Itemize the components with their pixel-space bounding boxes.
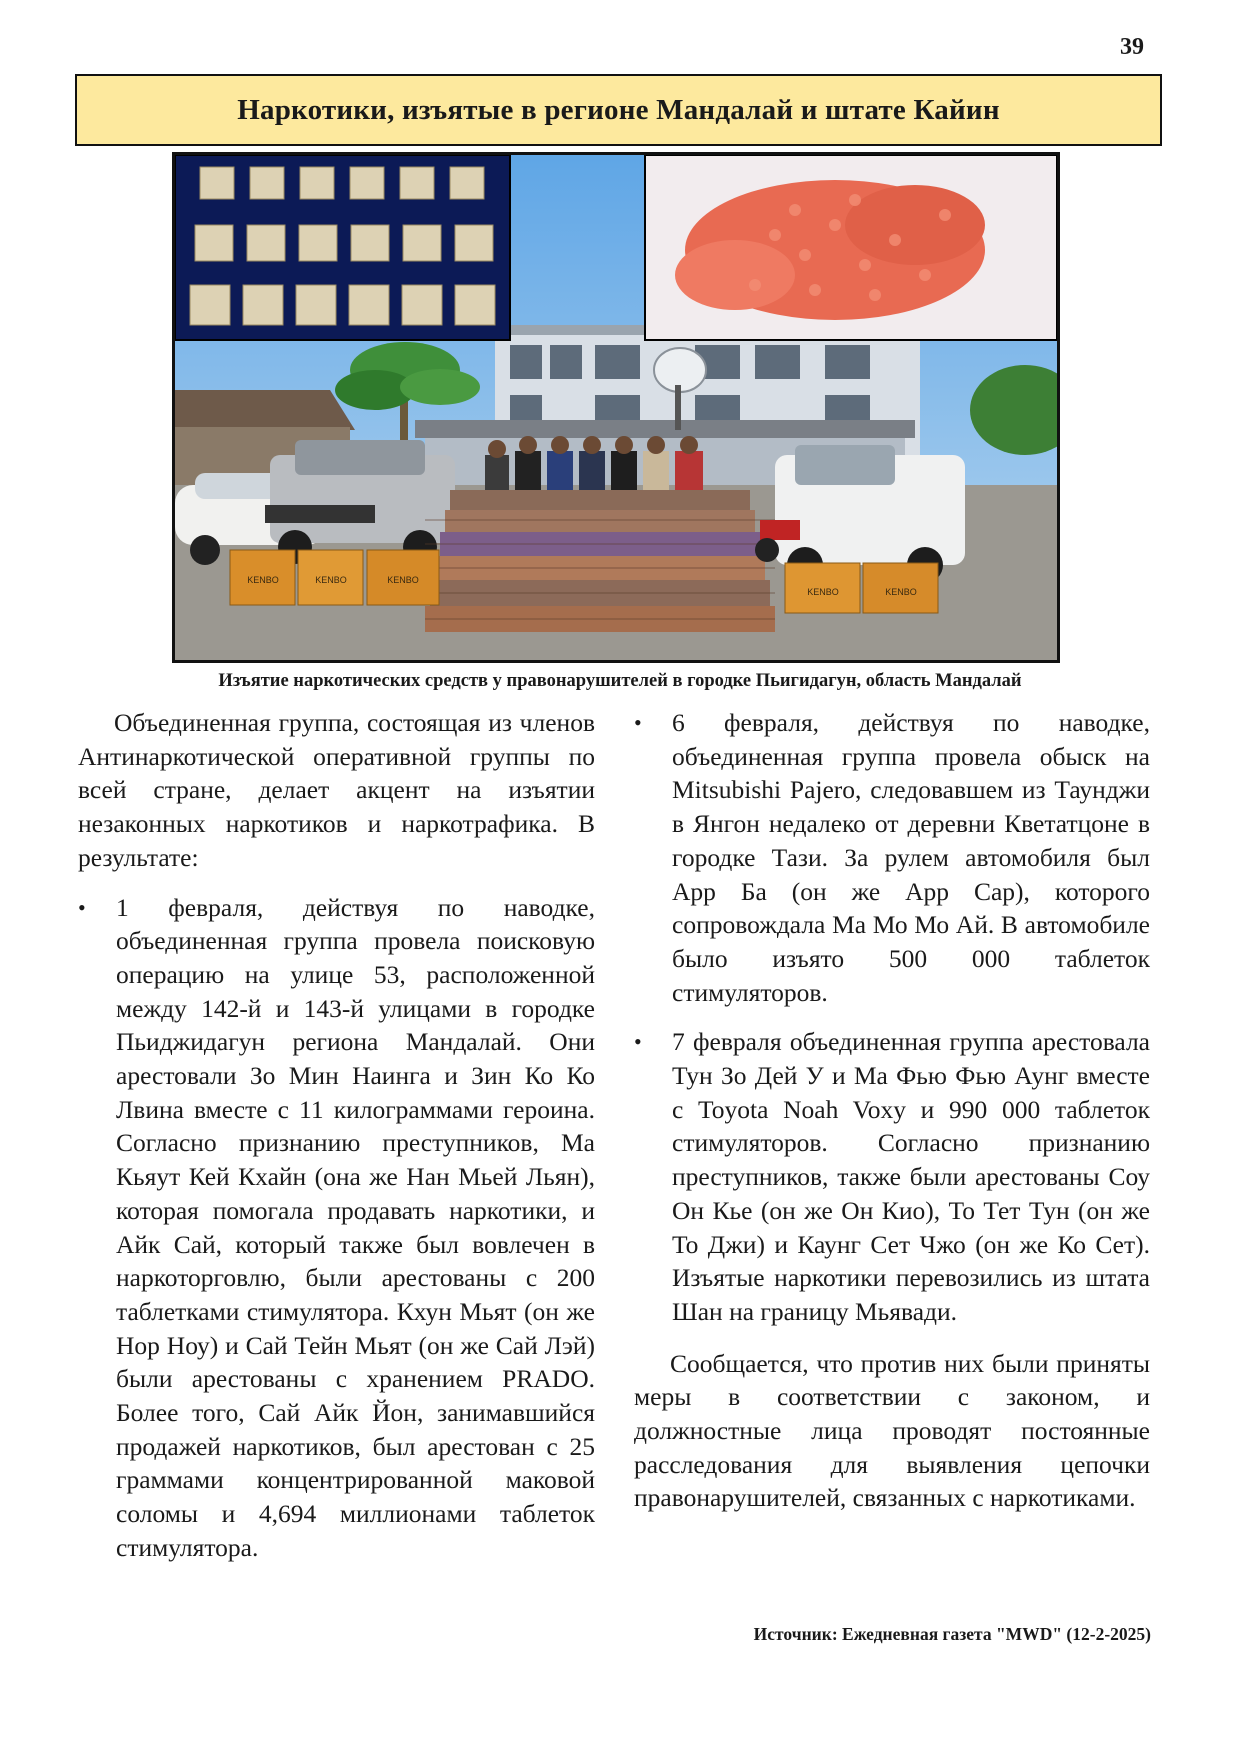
page-number: 39 xyxy=(1120,34,1144,60)
list-item xyxy=(634,706,1150,1009)
list-item xyxy=(78,891,595,1565)
bullet-dot: • xyxy=(634,1029,642,1055)
bullet-list xyxy=(634,706,1150,1329)
white-van xyxy=(775,445,965,583)
list-item xyxy=(634,1025,1150,1328)
inset-stimulant-pills xyxy=(645,155,1057,340)
bullet-dot: • xyxy=(634,710,642,735)
left-column xyxy=(78,706,595,1581)
bullet-dot: • xyxy=(78,894,86,920)
photo-caption: Изъятие наркотических средств у правонарушителей в городке Пьигидагун, область Мандалай xyxy=(218,671,1022,691)
box-label: KENBO xyxy=(885,587,917,597)
source-line: Источник: Ежедневная газета "MWD" (12-2-2025) xyxy=(753,1624,1151,1644)
list-item-text: 6 февраля, действуя по наводке, объединенная группа провела обыск на Mitsubishi Pajero, следовавшем из Таунджи в Янгон недалеко от деревни Кветатцоне в городке Тази. За рулем автомобиля был Арр Ба (он же Арр Сар), которого сопровождала Ма Мо Мо Ай. В автомобиле было изъято 500 000 таблеток стимуляторов. xyxy=(672,708,1150,1007)
box-label: KENBO xyxy=(315,575,347,585)
box-label: KENBO xyxy=(807,587,839,597)
article-title: Наркотики, изъятые в регионе Мандалай и штате Кайин xyxy=(75,74,1162,146)
intro-paragraph: Объединенная группа, состоящая из членов Антинаркотической оперативной группы по всей стране, делает акцент на изъятии незаконных наркотиков и наркотрафика. В результате: xyxy=(78,708,595,872)
list-item-text: 1 февраля, действуя по наводке, объединенная группа провела поисковую операцию на улице 53, расположенной между 142-й и 143-й улицами в городке Пьиджидагун региона Мандалай. Они арестовали Зо Мин Наинга и Зин Ко Ко Лвина вместе с 11 килограммами героина. Согласно признанию преступников, Ма Кьяут Кей Кхайн (она же Нан Мьей Льян), которая помогала продавать наркотики, и Айк Сай, который также был вовлечен в наркоторговлю, были арестованы с 200 таблетками стимулятора. Кхун Мьят (он же Нор Ноу) и Сай Тейн Мьят (он же Сай Лэй) были арестованы с хранением PRADO. Более того, Сай Айк Йон, занимавшийся продажей наркотиков, был арестован с 25 граммами концентрированной маковой соломы и 4,694 миллионами таблеток стимулятора. xyxy=(116,892,595,1562)
box-label: KENBO xyxy=(387,575,419,585)
closing-paragraph: Сообщается, что против них были приняты меры в соответствии с законом, и должностные лица проводят постоянные расследования для выявления цепочки правонарушителей, связанных с наркотиками. xyxy=(634,1348,1150,1513)
inset-heroin-blocks xyxy=(175,155,510,340)
article-photo xyxy=(172,152,1060,663)
box-label: KENBO xyxy=(247,575,279,585)
bullet-list xyxy=(78,891,595,1565)
list-item-text: 7 февраля объединенная группа арестовала Тун Зо Дей У и Ма Фью Фью Аунг вместе с Toyota Noah Voxy и 990 000 таблеток стимуляторов. Согласно признанию преступников, также были арестованы Соу Он Кье (он же Он Кио), То Тет Тун (он же То Джи) и Каунг Сет Чжо (он же Ко Сет). Изъятые наркотики перевозились из штата Шан на границу Мьявади. xyxy=(672,1027,1150,1326)
seized-drug-pile xyxy=(425,490,775,632)
right-column xyxy=(634,706,1150,1515)
